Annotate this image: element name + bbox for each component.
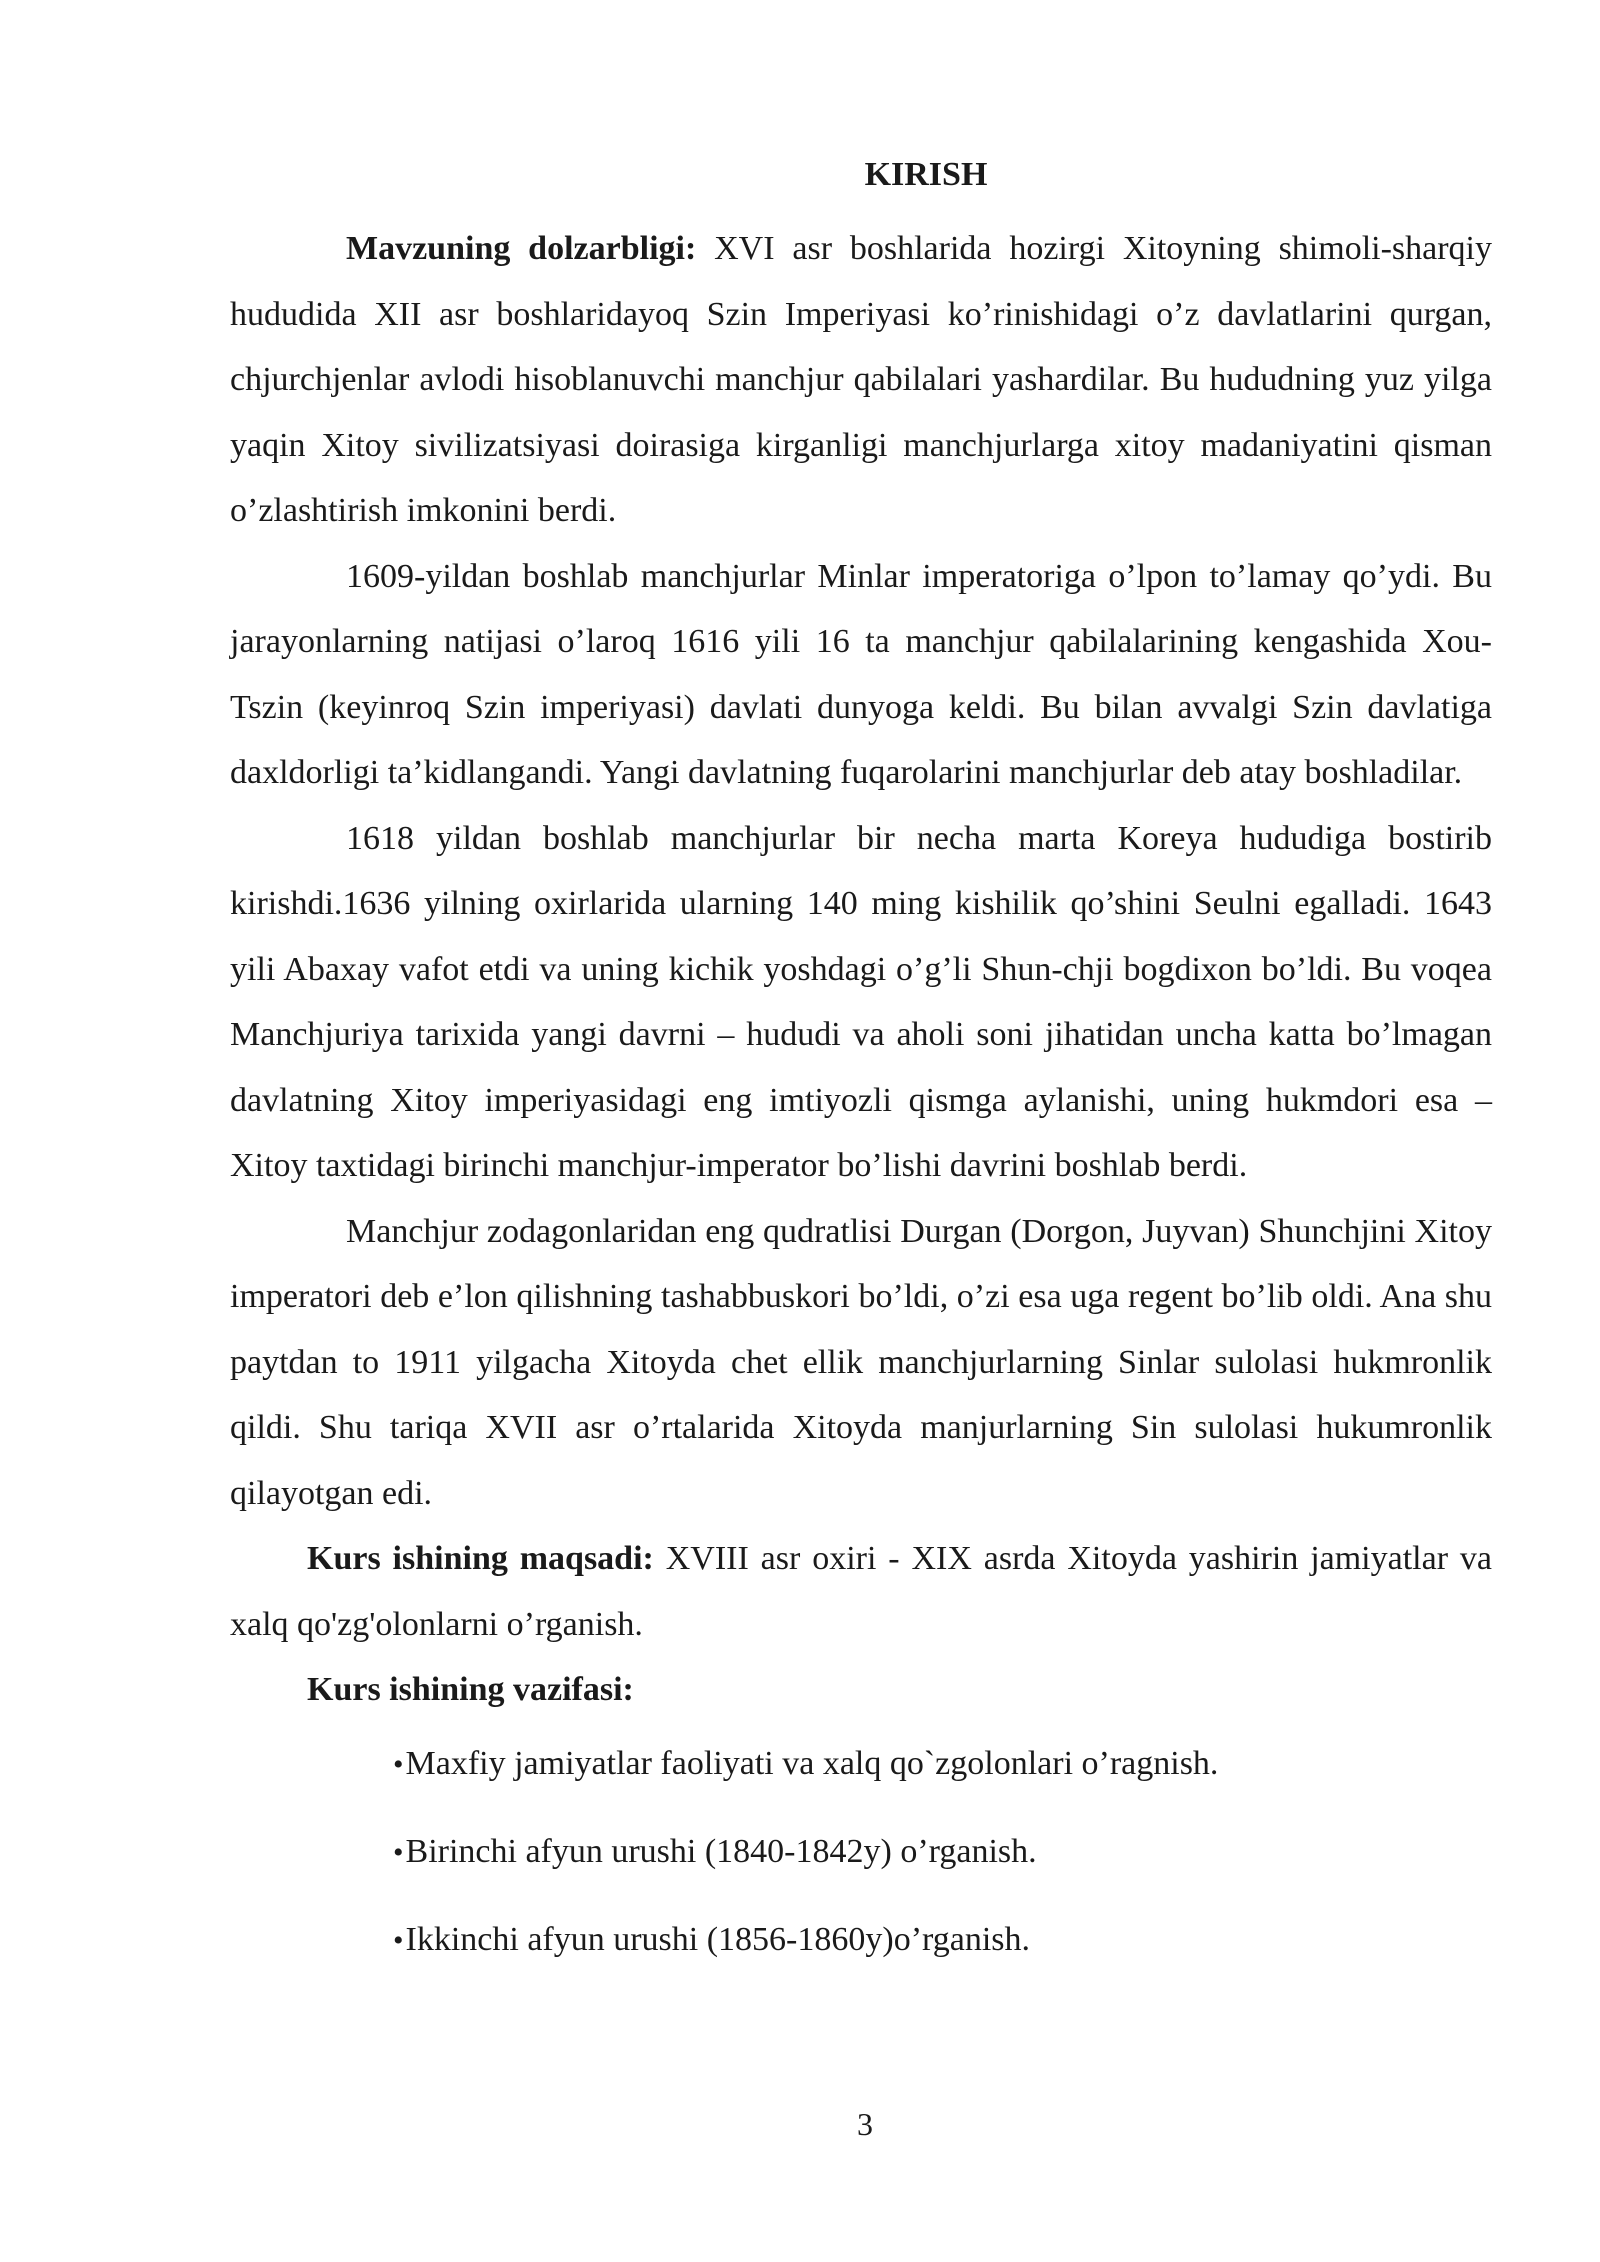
document-page [230, 150, 1492, 2003]
page-number: 3 [857, 2106, 873, 2142]
goal-label: Kurs ishining maqsadi: [307, 1540, 654, 1577]
task-item-text: Maxfiy jamiyatlar faoliyati va xalq qo`zgolonlari o’ragnish. [405, 1744, 1219, 1782]
task-item-text: Birinchi afyun urushi (1840-1842y) o’rganish. [405, 1832, 1037, 1870]
paragraph-goal [230, 1526, 1492, 1657]
list-item [230, 1827, 1492, 1878]
task-list [230, 1739, 1492, 1966]
task-item-text: Ikkinchi afyun urushi (1856-1860y)o’rganish. [405, 1920, 1030, 1958]
bullet-icon: • [393, 1747, 404, 1781]
list-item [230, 1915, 1492, 1966]
relevance-label: Mavzuning dolzarbligi: [346, 230, 697, 267]
tasks-heading: Kurs ishining vazifasi: [307, 1671, 634, 1708]
list-item [230, 1739, 1492, 1790]
relevance-text: XVI asr boshlarida hozirgi Xitoyning shimoli-sharqiy hududida XII asr boshlaridayoq Szin Imperiyasi ko’rinishidagi o’z davlatlarini qurgan, chjurchjenlar avlodi hisoblanuvchi manchjur qabilalari yashardilar. Bu hududning yuz yilga yaqin Xitoy sivilizatsiyasi doirasiga kirganligi manchjurlarga xitoy madaniyatini qisman o’zlashtirish imkonini berdi. [230, 230, 1492, 529]
goal-text: XVIII asr oxiri - XIX asrda Xitoyda yashirin jamiyatlar va xalq qo'zg'olonlarni o’rganish. [230, 1540, 1492, 1643]
paragraph-1618: 1618 yildan boshlab manchjurlar bir necha marta Koreya hududiga bostirib kirishdi.1636 yilning oxirlarida ularning 140 ming kishilik qo’shini Seulni egalladi. 1643 yili Abaxay vafot etdi va uning kichik yoshdagi o’g’li Shun-chji bogdixon bo’ldi. Bu voqea Manchjuriya tarixida yangi davrni – hududi va aholi soni jihatidan uncha katta bo’lmagan davlatning Xitoy imperiyasidagi eng imtiyozli qismga aylanishi, uning hukmdori esa – Xitoy taxtidagi birinchi manchjur-imperator bo’lishi davrini boshlab berdi. [230, 819, 1492, 1184]
page-title: KIRISH [864, 156, 988, 193]
bullet-icon: • [393, 1835, 404, 1869]
paragraph-1609: 1609-yildan boshlab manchjurlar Minlar imperatoriga o’lpon to’lamay qo’ydi. Bu jarayonlarning natijasi o’laroq 1616 yili 16 ta manchjur qabilalarining kengashida Xou-Tszin (keyinroq Szin imperiyasi) davlati dunyoga keldi. Bu bilan avvalgi Szin davlatiga daxldorligi ta’kidlangandi. Yangi davlatning fuqarolarini manchjurlar deb atay boshladilar. [230, 557, 1492, 791]
paragraph-durgan: Manchjur zodagonlaridan eng qudratlisi Durgan (Dorgon, Juyvan) Shunchjini Xitoy imperatori deb e’lon qilishning tashabbuskori bo’ldi, o’zi esa uga regent bo’lib oldi. Ana shu paytdan to 1911 yilgacha Xitoyda chet ellik manchjurlarning Sinlar sulolasi hukmronlik qildi. Shu tariqa XVII asr o’rtalarida Xitoyda manjurlarning Sin sulolasi hukumronlik qilayotgan edi. [230, 1212, 1492, 1512]
paragraph-relevance [230, 216, 1492, 544]
bullet-icon: • [393, 1923, 404, 1957]
